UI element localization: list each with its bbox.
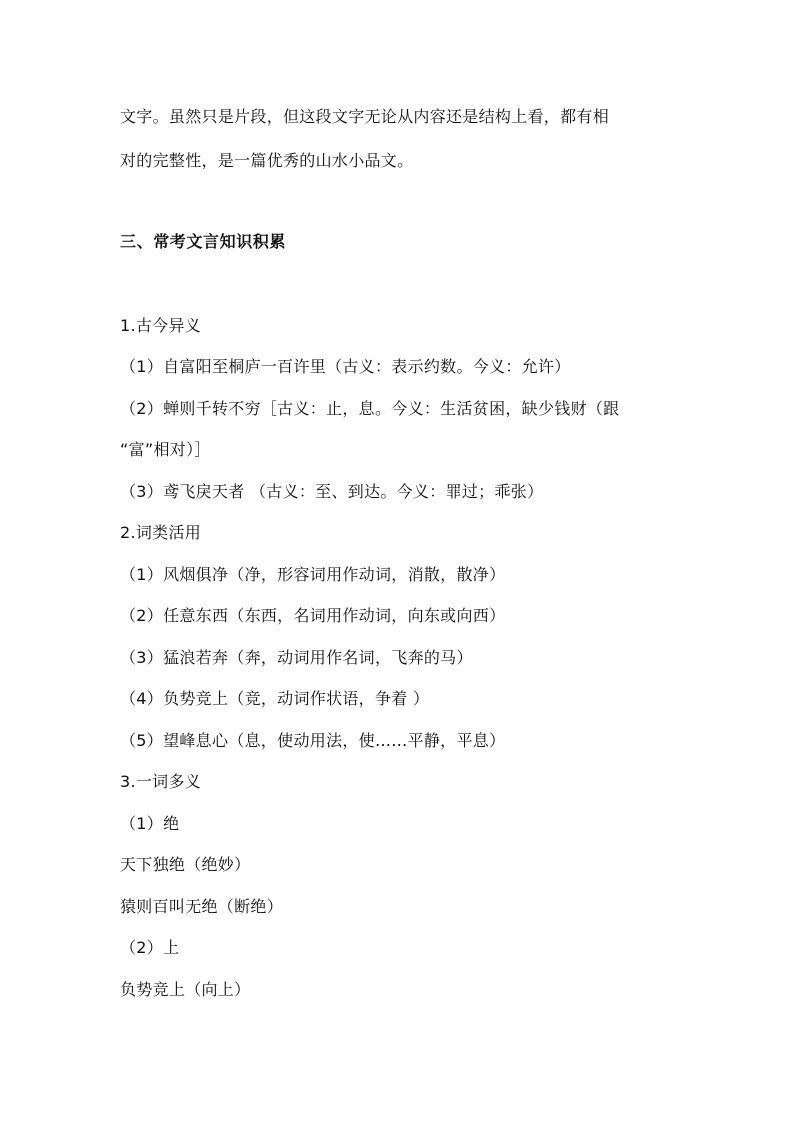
list-item: （1）绝 xyxy=(120,814,180,833)
example-line: 猿则百叫无绝（断绝） xyxy=(120,897,284,916)
section-heading: 三、常考文言知识积累 xyxy=(120,232,287,251)
paragraph-line-2: 对的完整性，是一篇优秀的山水小品文。 xyxy=(120,151,414,170)
list-item: （3）猛浪若奔（奔，动词用作名词，飞奔的马） xyxy=(120,648,473,667)
list-item: （5）望峰息心（息，使动用法，使……平静，平息） xyxy=(120,731,506,750)
list-item: （1）风烟俱净（净，形容词用作动词，消散，散净） xyxy=(120,565,506,584)
example-line: 负势竞上（向上） xyxy=(120,980,251,999)
subsection-title-gujin: 1.古今异义 xyxy=(120,316,202,335)
list-item: （2）蝉则千转不穷［古义：止，息。今义：生活贫困，缺少钱财（跟 xyxy=(120,399,620,418)
paragraph-line-1: 文字。虽然只是片段，但这段文字无论从内容还是结构上看，都有相 xyxy=(120,107,610,126)
subsection-title-yici: 3.一词多义 xyxy=(120,772,202,791)
subsection-title-cilei: 2.词类活用 xyxy=(120,523,202,542)
list-item: （3）鸢飞戾天者 （古义：至、到达。今义：罪过；乖张） xyxy=(120,482,544,501)
list-item-continuation: “富”相对）］ xyxy=(120,440,211,459)
list-item: （4）负势竞上（竞，动词作状语，争着 ） xyxy=(120,689,430,708)
example-line: 天下独绝（绝妙） xyxy=(120,855,251,874)
list-item: （2）上 xyxy=(120,938,180,957)
list-item: （2）任意东西（东西，名词用作动词，向东或向西） xyxy=(120,606,506,625)
list-item: （1）自富阳至桐庐一百许里（古义：表示约数。今义：允许） xyxy=(120,357,571,376)
